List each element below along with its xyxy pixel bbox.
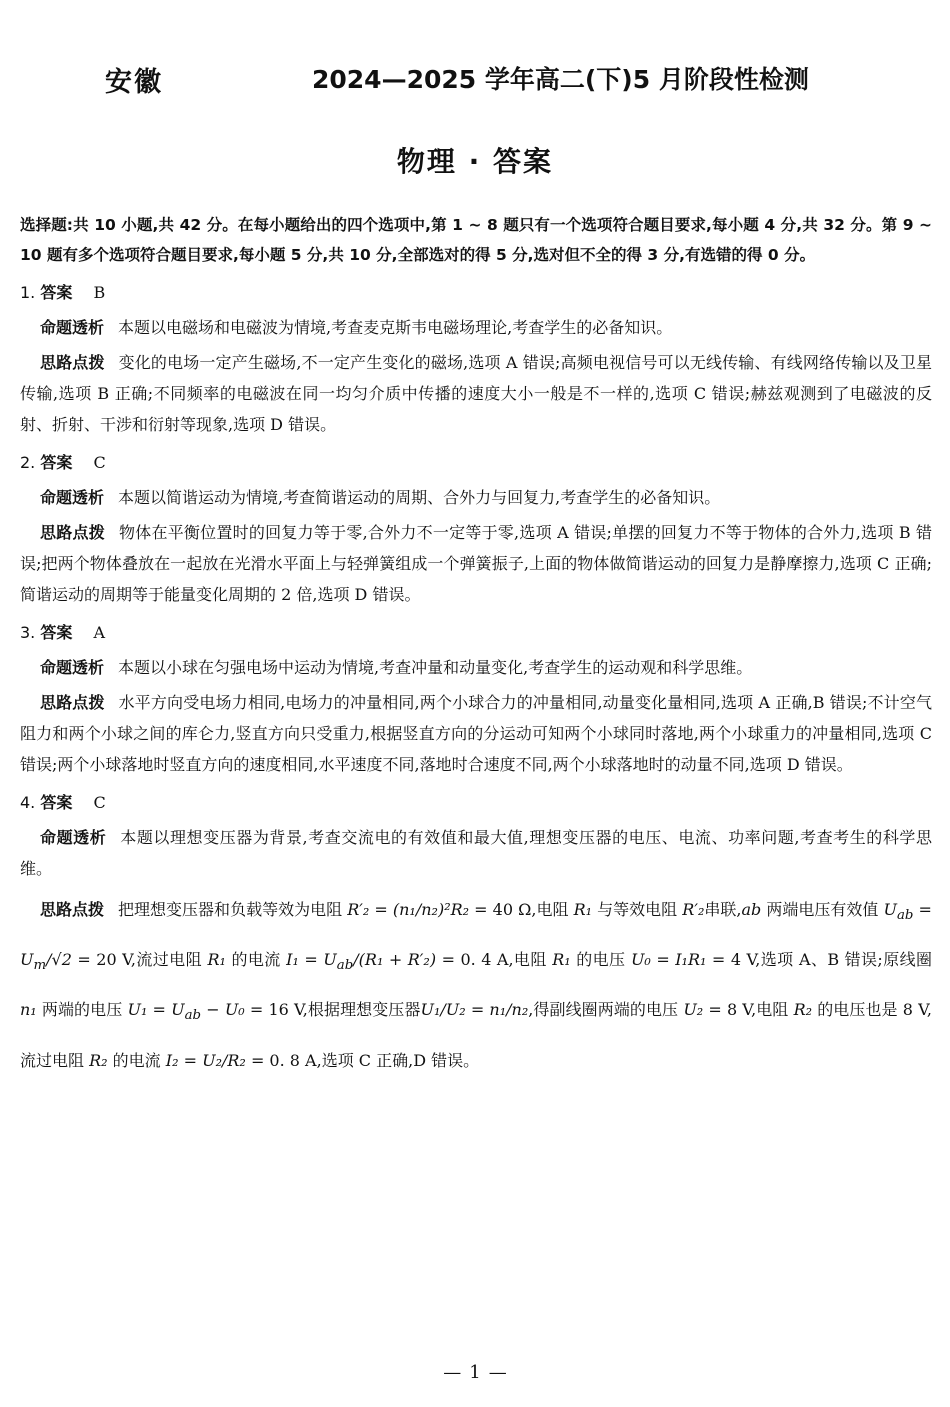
analysis-label: 命题透析	[40, 488, 105, 507]
analysis-text: 本题以简谐运动为情境,考查简谐运动的周期、合外力与回复力,考查学生的必备知识。	[118, 488, 721, 507]
answer-label: 答案	[40, 793, 73, 812]
hint-text: ,得副线圈两端的电压	[528, 1000, 679, 1020]
hint-text: = 0. 8 A,选项 C 正确,D 错误。	[250, 1050, 480, 1070]
question-number: 3.	[20, 623, 36, 642]
formula-turns-ratio: U₁/U₂ = n₁/n₂	[420, 1000, 529, 1020]
hint-paragraph	[20, 687, 932, 780]
hint-text: = 8 V,电阻	[708, 1000, 789, 1020]
analysis-label: 命题透析	[40, 828, 107, 847]
answer-line	[20, 618, 932, 648]
hint-label: 思路点拨	[40, 900, 105, 919]
hint-text: = 4 V,选项 A、B 错误;原线圈	[711, 950, 933, 970]
hint-text: 的电流	[231, 950, 281, 970]
answer-label: 答案	[40, 453, 73, 472]
question-4	[20, 788, 932, 1083]
hint-paragraph	[20, 888, 932, 1083]
region-label: 安徽	[105, 67, 163, 98]
hint-text: = 40 Ω,电阻	[474, 900, 569, 919]
symbol-n1: n₁	[20, 1000, 37, 1020]
hint-text: 水平方向受电场力相同,电场力的冲量相同,两个小球合力的冲量相同,动量变化量相同,选项 A 正确,B 错误;不计空气阻力和两个小球之间的库仑力,竖直方向只受重力,根据竖直方向的分运动可知两个小球同时落地,两个小球重力的冲量相同,选项 C 错误;两个小球落地时竖直方向的速度相同,水平速度不同,落地时合速度不同,两个小球落地时的动量不同,选项 D 错误。	[20, 693, 932, 774]
exam-title: 2024—2025 学年高二(下)5 月阶段性检测	[312, 65, 809, 94]
answer-line	[20, 788, 932, 818]
hint-text: = 20 V,流过电阻	[77, 950, 202, 970]
formula-effective-voltage: $U_{ab} = U_m/√2$	[20, 900, 932, 974]
hint-text: = 16 V,根据理想变压器	[249, 1000, 421, 1020]
symbol-ab: ab	[741, 900, 762, 919]
hint-text: 的电压	[576, 950, 626, 970]
formula-voltage-u1: $U_1 = U_{ab} - U_0$	[127, 1000, 245, 1024]
formula-current-i2: I₂ = U₂/R₂	[165, 1050, 246, 1070]
analysis-paragraph	[20, 822, 932, 884]
analysis-paragraph	[20, 652, 932, 683]
question-3	[20, 618, 932, 780]
hint-text: 两端电压有效值	[766, 900, 879, 919]
answer-value: A	[93, 623, 106, 642]
symbol-r1: R₁	[552, 950, 571, 970]
hint-label: 思路点拨	[40, 353, 105, 372]
hint-label: 思路点拨	[40, 693, 105, 712]
question-number: 1.	[20, 283, 36, 302]
symbol-u2: U₂	[683, 1000, 704, 1020]
question-number: 4.	[20, 793, 36, 812]
analysis-text: 本题以小球在匀强电场中运动为情境,考查冲量和动量变化,考查学生的运动观和科学思维。	[118, 658, 753, 677]
hint-text: 串联,	[704, 900, 742, 919]
answer-value: B	[93, 283, 106, 302]
analysis-text: 本题以电磁场和电磁波为情境,考查麦克斯韦电磁场理论,考查学生的必备知识。	[118, 318, 673, 337]
hint-text: 物体在平衡位置时的回复力等于零,合外力不一定等于零,选项 A 错误;单摆的回复力不等于物体的合外力,选项 B 错误;把两个物体叠放在一起放在光滑水平面上与轻弹簧组成一个弹簧振子,上面的物体做简谐运动的回复力是静摩擦力,选项 C 正确;简谐运动的周期等于能量变化周期的 2 倍,选项 D 错误。	[20, 523, 932, 604]
page-number: 1	[469, 1362, 481, 1383]
answer-label: 答案	[40, 623, 73, 642]
question-1	[20, 278, 932, 440]
analysis-paragraph	[20, 482, 932, 513]
answer-label: 答案	[40, 283, 73, 302]
hint-paragraph	[20, 517, 932, 610]
analysis-label: 命题透析	[40, 658, 105, 677]
formula-equivalent-resistance: R′₂ = (n₁/n₂)²R₂	[347, 900, 470, 919]
answer-value: C	[93, 793, 106, 812]
subject-title: 物理 · 答案	[396, 145, 554, 178]
answer-value: C	[93, 453, 106, 472]
section-intro: 选择题:共 10 小题,共 42 分。在每小题给出的四个选项中,第 1 ~ 8 题只有一个选项符合题目要求,每小题 4 分,共 32 分。第 9 ~ 10 题有多个选项符合题目要求,每小题 5 分,共 10 分,全部选对的得 5 分,选对但不全的得 3 分,有选错的得 0 分。	[20, 216, 932, 264]
hint-text: 的电压也是 8 V,流过电阻	[20, 1000, 932, 1070]
footer-dash-left: —	[443, 1362, 462, 1383]
question-number: 2.	[20, 453, 36, 472]
symbol-r1: R₁	[573, 900, 593, 919]
symbol-r2: R₂	[793, 1000, 813, 1020]
analysis-paragraph	[20, 312, 932, 343]
symbol-r1: R₁	[207, 950, 226, 970]
page-header	[0, 60, 950, 100]
analysis-text: 本题以理想变压器为背景,考查交流电的有效值和最大值,理想变压器的电压、电流、功率问题,考查考生的科学思维。	[20, 828, 932, 878]
answer-line	[20, 278, 932, 308]
hint-text: = 0. 4 A,电阻	[441, 950, 547, 970]
symbol-r2: R₂	[89, 1050, 108, 1070]
answer-content	[20, 210, 932, 1083]
hint-text: 与等效电阻	[597, 900, 678, 919]
formula-current-i1: $I_1 = U_{ab}/(R_1 + R'_2)$	[286, 950, 437, 974]
question-2	[20, 448, 932, 610]
analysis-label: 命题透析	[40, 318, 105, 337]
hint-paragraph	[20, 347, 932, 440]
page-footer	[0, 1362, 950, 1383]
hint-text: 变化的电场一定产生磁场,不一定产生变化的磁场,选项 A 错误;高频电视信号可以无线传输、有线网络传输以及卫星传输,选项 B 正确;不同频率的电磁波在同一均匀介质中传播的速度大小一般是不一样的,选项 C 错误;赫兹观测到了电磁波的反射、折射、干涉和衍射等现象,选项 D 错误。	[20, 353, 932, 434]
answer-line	[20, 448, 932, 478]
footer-dash-right: —	[488, 1362, 507, 1383]
hint-text: 的电流	[112, 1050, 161, 1070]
formula-voltage-u0: U₀ = I₁R₁	[630, 950, 707, 970]
hint-text: 两端的电压	[41, 1000, 123, 1020]
symbol-r2-prime: R′₂	[682, 900, 705, 919]
hint-label: 思路点拨	[40, 523, 105, 542]
hint-text: 把理想变压器和负载等效为电阻	[118, 900, 343, 919]
